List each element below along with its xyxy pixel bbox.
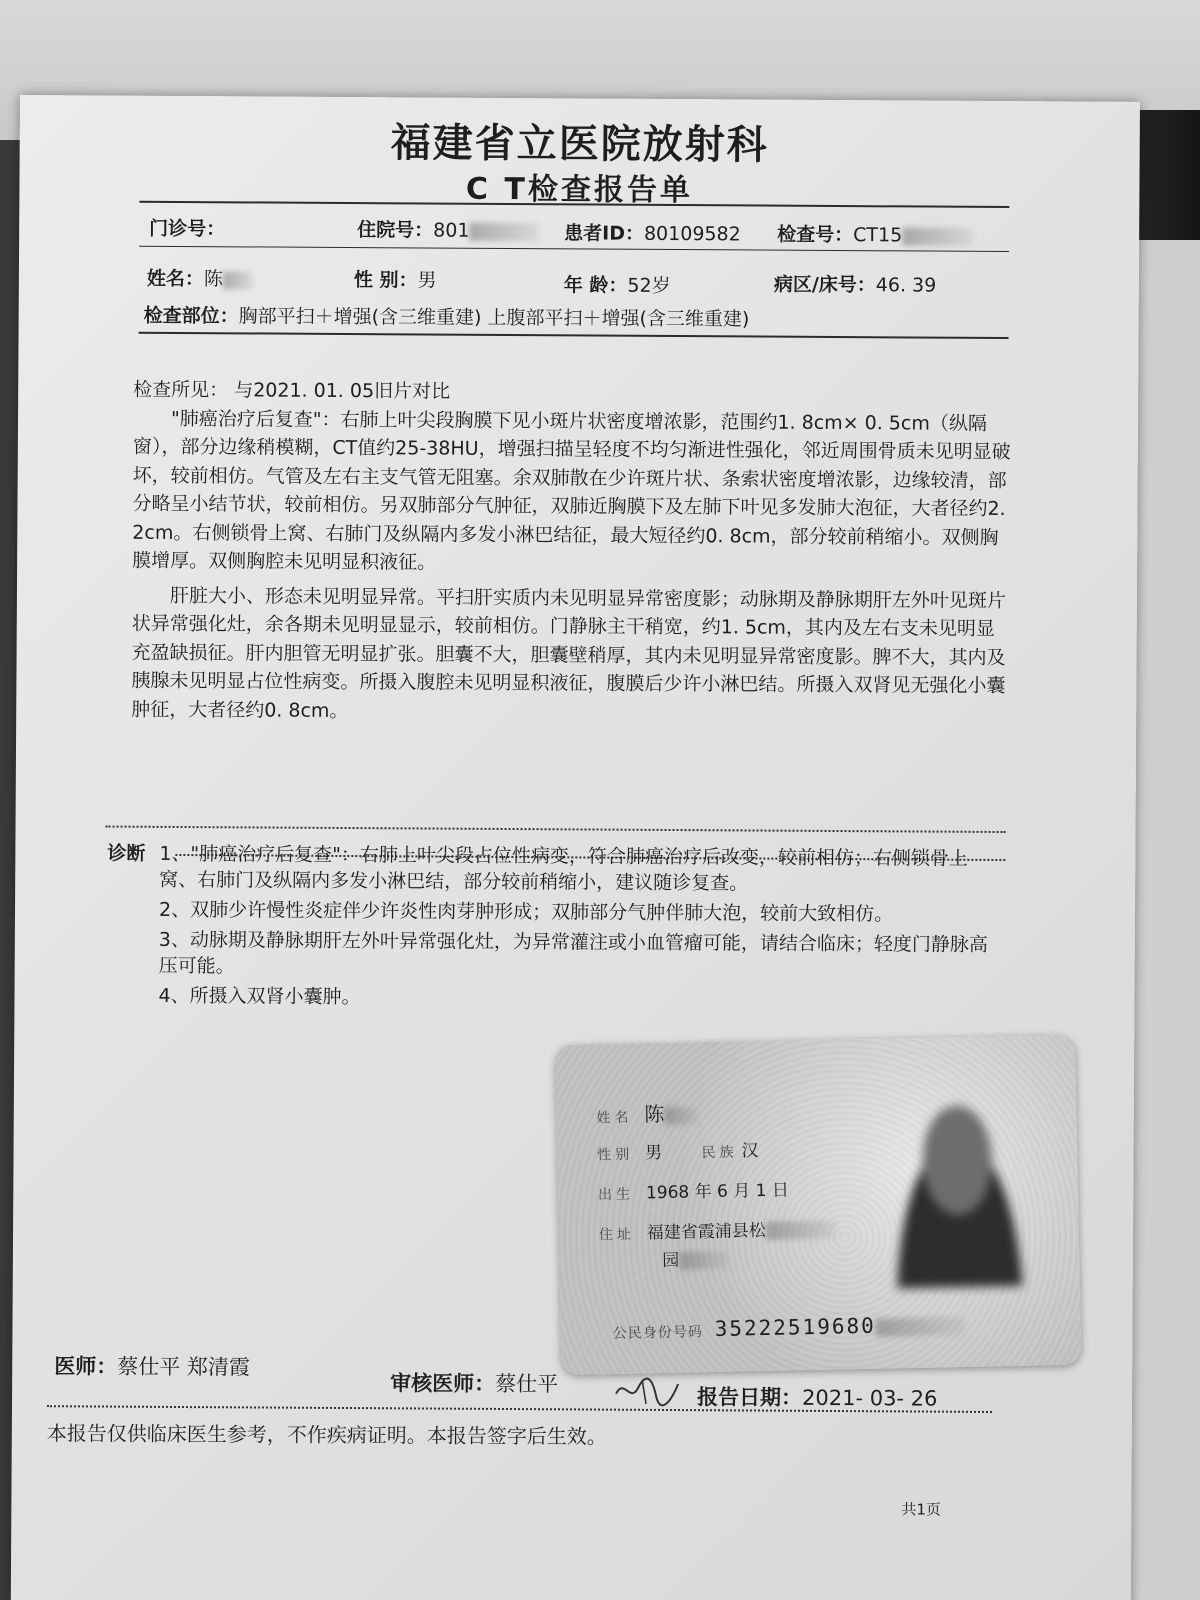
page-count: 共1页: [901, 1500, 941, 1519]
age-value: 52岁: [627, 274, 671, 297]
reviewer-value: 蔡仕平: [495, 1371, 559, 1397]
card-name-label: 姓名: [596, 1109, 633, 1127]
redaction-mark: [223, 271, 253, 289]
name-field: [147, 264, 253, 292]
outpatient-field: [149, 214, 225, 241]
exam-no-label: 检查号：: [777, 223, 854, 247]
card-sex-label: 性别: [597, 1146, 634, 1164]
card-address-line2: 园: [662, 1250, 680, 1272]
card-ethnic-value: 汉: [741, 1141, 759, 1162]
name-value: 陈: [203, 268, 223, 291]
report-date-value: 2021- 03- 26: [801, 1385, 938, 1411]
patient-id-field: [564, 218, 741, 246]
ward-label: 病区/床号：: [773, 273, 876, 297]
side-page: [1130, 240, 1200, 1600]
ward-field: [774, 270, 937, 298]
ward-value: 46. 39: [875, 274, 937, 297]
diagnosis-item: 2、双肺少许慢性炎症伴少许炎性肉芽肿形成；双肺部分气肿伴肺大泡，较前大致相仿。: [158, 898, 894, 926]
diagnosis-list: [158, 841, 997, 1014]
doctor-label: 医师：: [54, 1354, 118, 1379]
redaction-mark: [469, 222, 539, 240]
dotted-separator: [106, 826, 1006, 833]
findings-paragraph-abdomen: 肝脏大小、形态未见明显异常。平扫肝实质内未见明显异常密度影；动脉期及静脉期肝左外叶见斑片状异常强化灶，余各期未见明显显示，较前相仿。门静脉主干稍宽，约1. 5cm，其内及左右支未见明显充盈缺损征。肝内胆管无明显扩张。胆囊不大，胆囊壁稍厚，其内未见明显异常密度影。脾不大，其内及胰腺未见明显占位性病变。所摄入腹腔未见明显积液征，腹膜后少许小淋巴结。所摄入双肾见无强化小囊肿征，大者径约0. 8cm。: [131, 584, 1007, 722]
redaction-mark: [876, 1317, 966, 1337]
card-birth-value: 1968 年 6 月 1 日: [645, 1180, 790, 1204]
footer-note: 本报告仅供临床医生参考，不作疾病证明。本报告签字后生效。: [46, 1421, 607, 1449]
sex-value: 男: [417, 269, 437, 292]
card-name-value: 陈: [644, 1101, 665, 1127]
doctor-field: [54, 1350, 250, 1381]
doctor-value: 蔡仕平 郑清霞: [117, 1354, 250, 1380]
findings-lead: 检查所见： 与2021. 01. 05旧片对比: [133, 378, 451, 403]
diagnosis-label: 诊断: [107, 842, 146, 865]
sex-label: 性 别：: [353, 269, 418, 292]
report-date-field: [697, 1381, 938, 1412]
diagnosis-item: 4、所摄入双肾小囊肿。: [158, 984, 361, 1009]
findings-section: [131, 376, 1013, 729]
inpatient-label: 住院号：: [357, 219, 434, 242]
exam-no-field: [777, 220, 972, 248]
redaction-mark: [902, 227, 972, 245]
card-id-label: 公民身份号码: [612, 1324, 703, 1343]
name-label: 姓名：: [146, 267, 204, 291]
hospital-title: 福建省立医院放射科: [390, 120, 769, 169]
card-sex-value: 男: [644, 1143, 663, 1164]
age-field: [564, 270, 671, 298]
diagnosis-item: 1、"肺癌治疗后复查"：右肺上叶尖段占位性病变，符合肺癌治疗后改变，较前相仿；右侧锁骨上窝、右肺门及纵隔内多发小淋巴结，部分较前稍缩小，建议随诊复查。: [159, 842, 968, 895]
reviewer-label: 审核医师：: [390, 1371, 496, 1396]
report-title: C T检查报告单: [465, 171, 694, 209]
exam-no-value: CT15: [853, 224, 903, 247]
reviewer-field: [390, 1367, 558, 1398]
card-id-value: 35222519680: [714, 1313, 876, 1341]
patient-id-label: 患者ID：: [564, 222, 645, 245]
redaction-mark: [679, 1251, 729, 1270]
exam-part-value: 胸部平扫＋增强(含三维重建) 上腹部平扫＋增强(含三维重建): [238, 305, 750, 331]
redaction-mark: [664, 1106, 698, 1125]
card-address-row: [598, 1215, 835, 1245]
report-sheet: [11, 95, 1140, 1600]
card-name-row: [596, 1097, 699, 1128]
id-card: [555, 1035, 1082, 1375]
card-id-row: [612, 1312, 965, 1343]
card-sex-row: [597, 1136, 759, 1164]
age-label: 年 龄：: [563, 274, 628, 297]
card-address-label: 住址: [598, 1226, 635, 1244]
diagnosis-section: [106, 841, 997, 1018]
handwritten-signature: [612, 1374, 682, 1408]
diagnosis-item: 3、动脉期及静脉期肝左外叶异常强化灶，为异常灌注或小血管瘤可能，请结合临床；轻度门静脉高压可能。: [158, 928, 988, 978]
card-birth-row: [598, 1175, 789, 1204]
card-birth-label: 出生: [597, 1186, 635, 1204]
inpatient-value: 801: [433, 219, 470, 242]
card-ethnic-label: 民族: [701, 1144, 738, 1162]
card-address-line1: 福建省霞浦县松: [646, 1220, 766, 1244]
report-date-label: 报告日期：: [696, 1385, 803, 1410]
portrait-photo: [876, 1091, 1040, 1289]
inpatient-field: [357, 215, 539, 243]
findings-paragraph-chest: "肺癌治疗后复查"：右肺上叶尖段胸膜下见小斑片状密度增浓影，范围约1. 8cm× 0. 5cm（纵隔窗），部分边缘稍模糊，CT值约25-38HU，增强扫描呈轻度不均匀渐进性强化，邻近周围骨质未见明显破坏，较前相仿。气管及左右主支气管无阻塞。余双肺散在少许斑片状、条索状密度增浓影，边缘较清，部分略呈小结节状，较前相仿。另双肺部分气肿征，双肺近胸膜下及左肺下叶见多发肺大泡征，大者径约2. 2cm。右侧锁骨上窝、右肺门及纵隔内多发小淋巴结征，最大短径约0. 8cm，部分较前稍缩小。双侧胸膜增厚。双侧胸腔未见明显积液征。: [132, 407, 1011, 574]
card-address-row-2: [662, 1245, 729, 1271]
outpatient-label: 门诊号：: [149, 217, 226, 241]
patient-id-value: 80109582: [643, 222, 741, 246]
exam-part-field: [144, 301, 750, 332]
sex-field: [354, 265, 437, 293]
exam-part-label: 检查部位：: [143, 304, 239, 328]
redaction-mark: [766, 1221, 836, 1240]
header-rule-bottom: [139, 332, 1009, 339]
